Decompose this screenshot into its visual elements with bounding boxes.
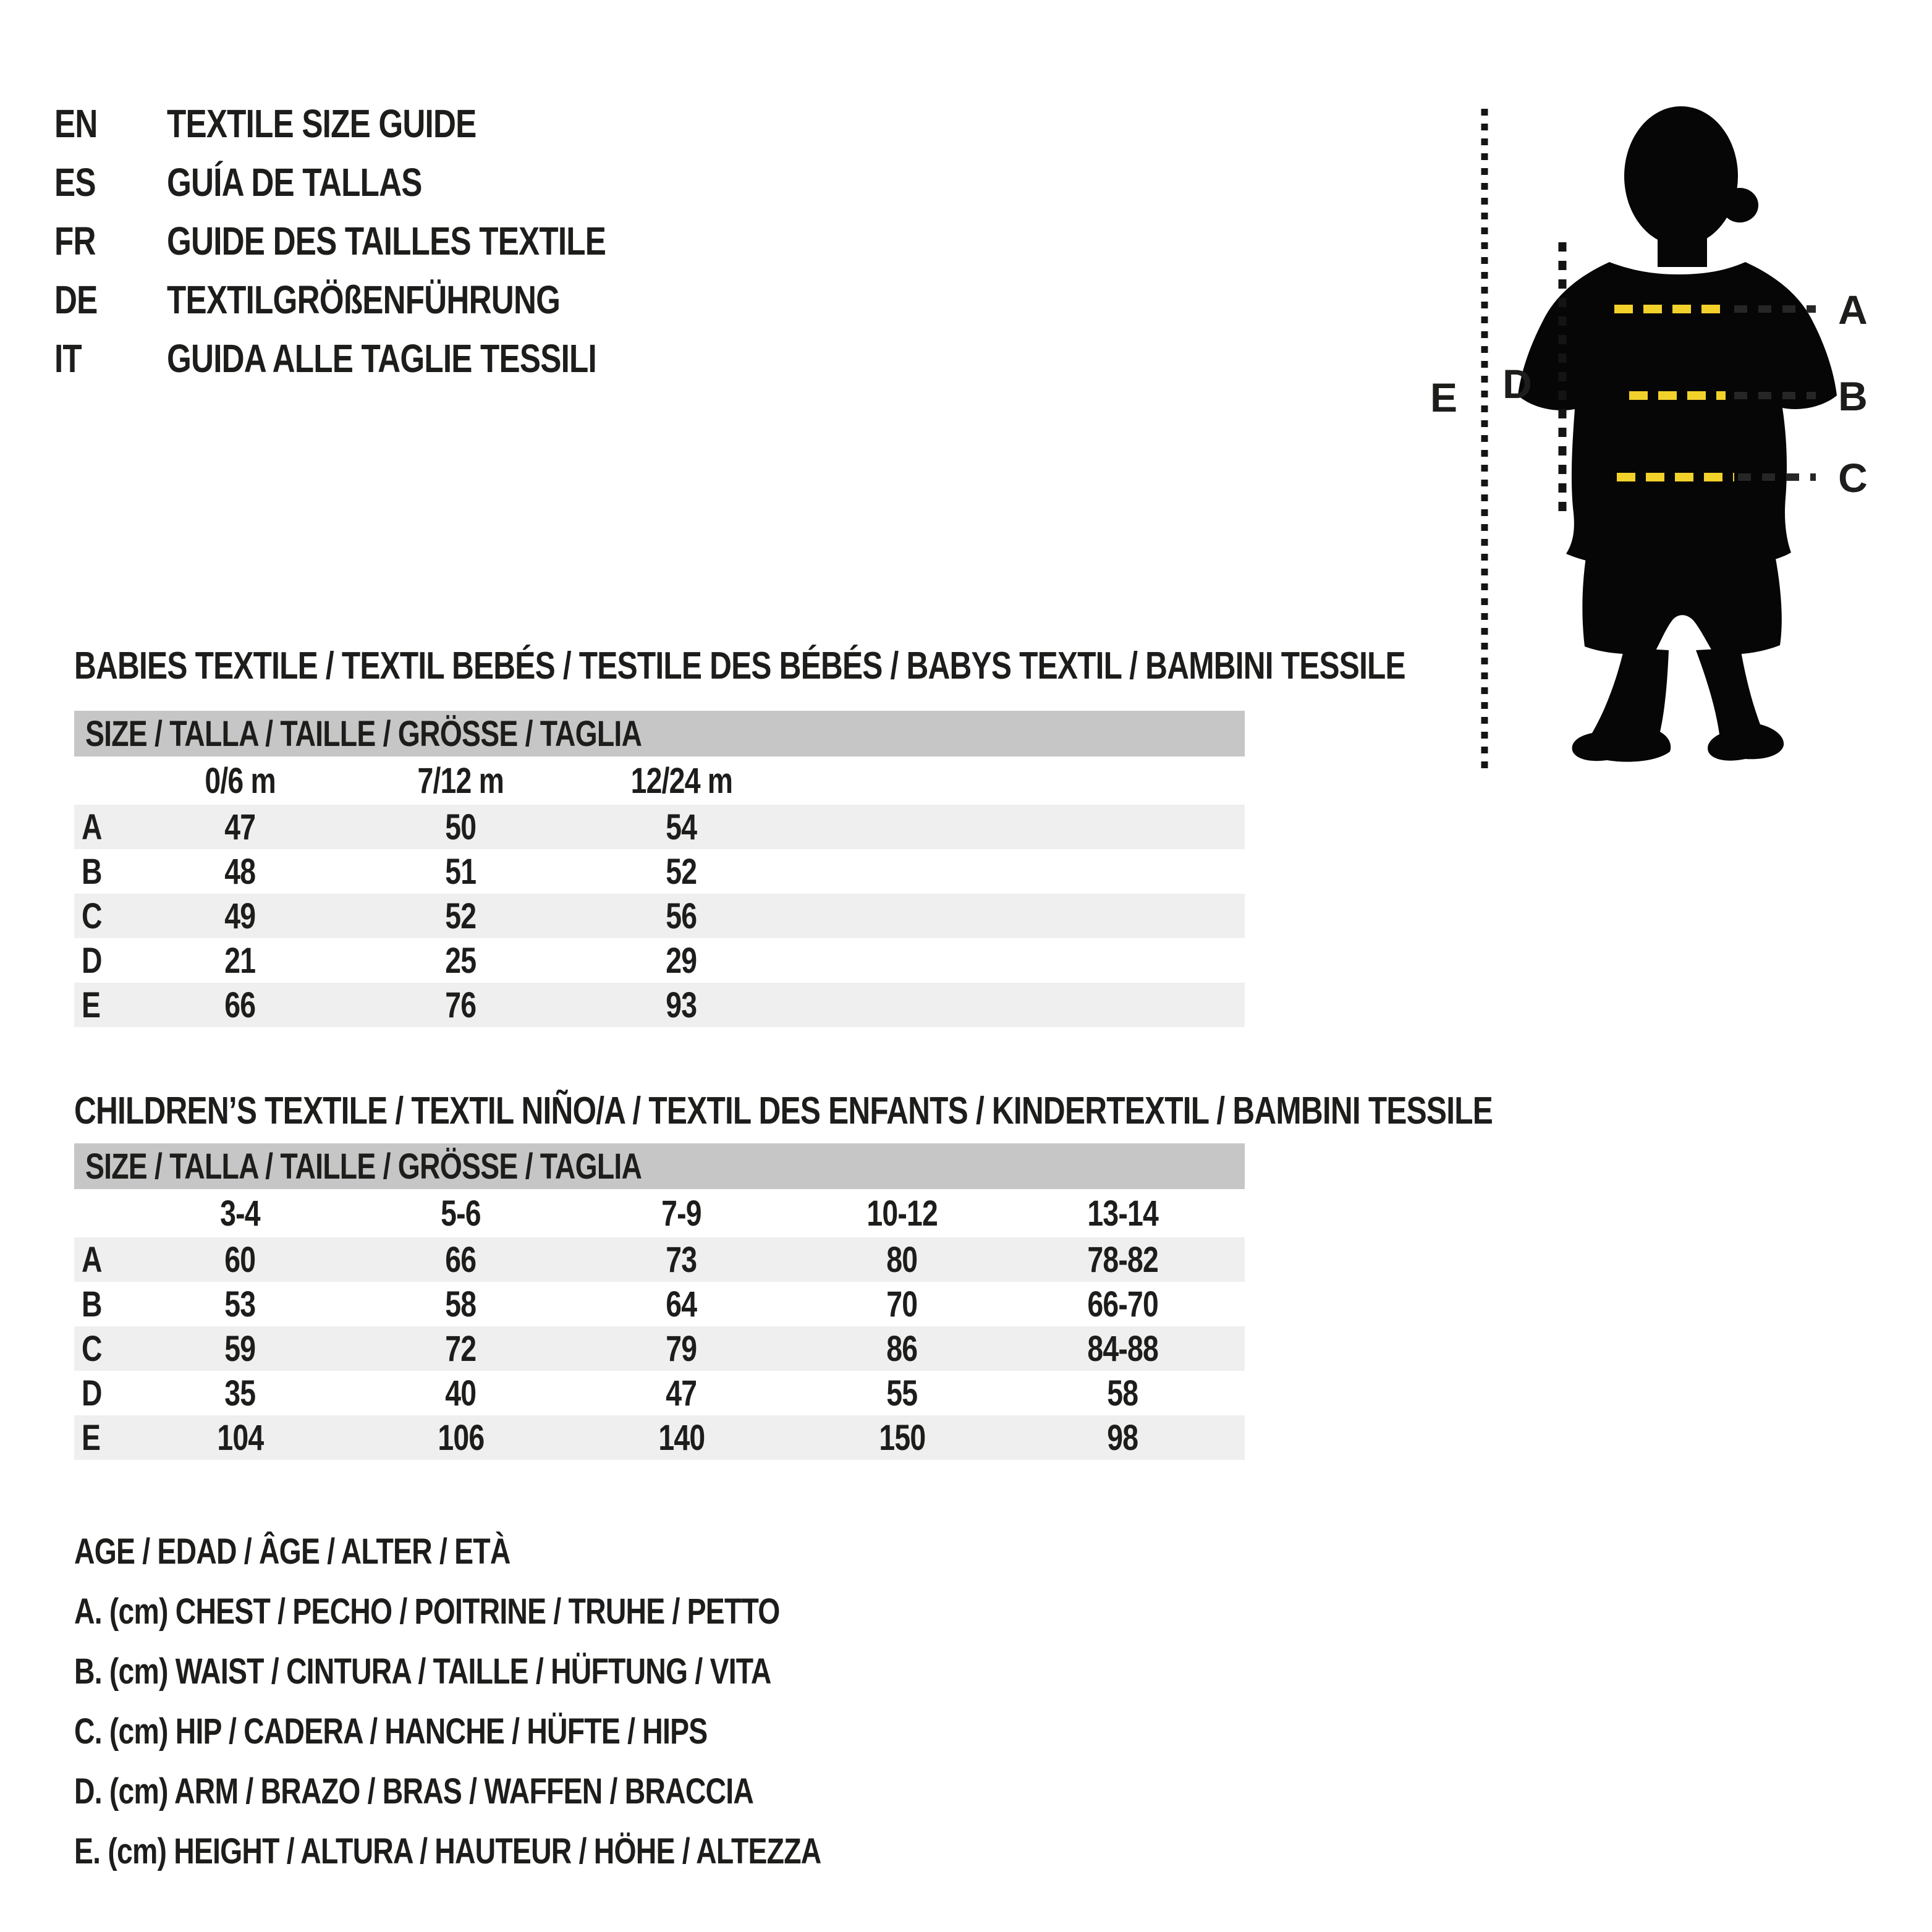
table-cell xyxy=(130,1415,350,1460)
row-label xyxy=(74,1326,130,1371)
column-header xyxy=(130,756,350,805)
cell-value: 76 xyxy=(445,985,477,1025)
legend-text: B. (cm) WAIST / CINTURA / TAILLE / HÜFTUNG / VITA xyxy=(74,1651,771,1692)
table-cell xyxy=(1012,1237,1233,1282)
cell-value: 98 xyxy=(1107,1417,1138,1458)
cell-value: 106 xyxy=(437,1417,485,1458)
cell-value: 29 xyxy=(666,940,697,981)
row-label-text: C xyxy=(82,896,102,936)
cell-value: 48 xyxy=(224,851,256,892)
table-cell xyxy=(571,938,792,983)
column-header xyxy=(130,1189,350,1237)
babies-size-table xyxy=(74,711,1245,1027)
table-cell xyxy=(130,1237,350,1282)
table-row xyxy=(74,1282,1245,1326)
cell-value: 86 xyxy=(886,1328,918,1369)
cell-value: 70 xyxy=(886,1284,918,1324)
table-cell xyxy=(130,849,350,894)
row-label-text: B xyxy=(82,851,102,892)
language-row xyxy=(54,270,716,329)
language-row xyxy=(54,211,716,270)
children-column-header-row xyxy=(74,1189,1245,1237)
table-cell xyxy=(571,1282,792,1326)
legend-line xyxy=(74,1701,1008,1761)
corner-cell xyxy=(74,756,130,805)
table-cell xyxy=(792,1326,1012,1371)
legend-line xyxy=(74,1522,1008,1582)
row-label-text: B xyxy=(82,1284,102,1324)
cell-value: 79 xyxy=(666,1328,697,1369)
legend-text: D. (cm) ARM / BRAZO / BRAS / WAFFEN / BRACCIA xyxy=(74,1771,754,1811)
table-cell xyxy=(571,983,792,1027)
children-section-heading xyxy=(74,1089,1847,1132)
table-cell xyxy=(792,1371,1012,1415)
babies-section-heading xyxy=(74,644,1738,687)
legend-line xyxy=(74,1821,1008,1881)
legend-text: A. (cm) CHEST / PECHO / POITRINE / TRUHE / PETTO xyxy=(74,1591,780,1632)
row-label-text: D xyxy=(82,940,102,981)
cell-value: 150 xyxy=(878,1417,926,1458)
column-header xyxy=(350,756,571,805)
table-cell xyxy=(130,983,350,1027)
column-header-text: 13-14 xyxy=(1087,1193,1158,1234)
table-row xyxy=(74,1415,1245,1460)
table-cell xyxy=(571,1415,792,1460)
cell-value: 53 xyxy=(224,1284,256,1324)
cell-value: 25 xyxy=(445,940,477,981)
column-header xyxy=(571,1189,792,1237)
row-label xyxy=(74,894,130,938)
language-title: GUIDE DES TAILLES TEXTILE xyxy=(167,218,606,263)
row-label-text: E xyxy=(82,1417,101,1458)
cell-value: 40 xyxy=(445,1373,477,1413)
children-size-header-bar xyxy=(74,1143,1245,1189)
cell-value: 84-88 xyxy=(1087,1328,1158,1369)
language-code: DE xyxy=(54,277,98,322)
row-label-text: A xyxy=(82,807,102,847)
legend-line xyxy=(74,1761,1008,1821)
table-cell xyxy=(792,1415,1012,1460)
table-cell xyxy=(350,849,571,894)
table-cell xyxy=(130,938,350,983)
cell-value: 49 xyxy=(224,896,256,936)
column-header-text: 0/6 m xyxy=(205,760,276,801)
table-row xyxy=(74,983,1245,1027)
cell-value: 140 xyxy=(658,1417,705,1458)
table-cell xyxy=(792,1282,1012,1326)
measurement-legend xyxy=(74,1522,1008,1881)
table-cell xyxy=(130,894,350,938)
cell-value: 80 xyxy=(886,1239,918,1280)
column-header xyxy=(571,756,792,805)
row-label-text: A xyxy=(82,1239,102,1280)
cell-value: 35 xyxy=(224,1373,256,1413)
language-code: IT xyxy=(54,336,82,381)
cell-value: 66-70 xyxy=(1087,1284,1158,1324)
corner-cell xyxy=(74,1189,130,1237)
table-cell xyxy=(350,1371,571,1415)
cell-value: 66 xyxy=(445,1239,477,1280)
row-label xyxy=(74,1415,130,1460)
table-cell xyxy=(350,983,571,1027)
language-code: ES xyxy=(54,159,96,205)
table-cell xyxy=(350,938,571,983)
cell-value: 47 xyxy=(666,1373,697,1413)
row-label xyxy=(74,849,130,894)
table-row xyxy=(74,938,1245,983)
column-header-text: 7/12 m xyxy=(417,760,504,801)
language-row xyxy=(54,329,716,388)
table-cell xyxy=(350,894,571,938)
language-title: TEXTILGRÖßENFÜHRUNG xyxy=(167,277,561,322)
table-cell xyxy=(350,805,571,849)
table-row xyxy=(74,849,1245,894)
figure-label-C: C xyxy=(1838,455,1868,501)
table-cell xyxy=(571,1326,792,1371)
table-cell xyxy=(1012,1371,1233,1415)
table-cell xyxy=(350,1415,571,1460)
table-cell xyxy=(130,1282,350,1326)
children-size-table xyxy=(74,1143,1245,1460)
table-cell xyxy=(1012,1415,1233,1460)
legend-text: E. (cm) HEIGHT / ALTURA / HAUTEUR / HÖHE / ALTEZZA xyxy=(74,1831,821,1871)
legend-line xyxy=(74,1582,1008,1642)
table-cell xyxy=(1012,1282,1233,1326)
babies-heading-text: BABIES TEXTILE / TEXTIL BEBÉS / TESTILE DES BÉBÉS / BABYS TEXTIL / BAMBINI TESSILE xyxy=(74,644,1405,687)
table-cell xyxy=(571,805,792,849)
column-header xyxy=(350,1189,571,1237)
cell-value: 55 xyxy=(886,1373,918,1413)
language-title-list xyxy=(54,94,716,388)
table-cell xyxy=(571,1371,792,1415)
row-label xyxy=(74,938,130,983)
language-code: EN xyxy=(54,101,98,146)
cell-value: 47 xyxy=(224,807,256,847)
cell-value: 64 xyxy=(666,1284,697,1324)
table-cell xyxy=(350,1282,571,1326)
table-cell xyxy=(130,1371,350,1415)
babies-size-header-bar xyxy=(74,711,1245,756)
column-header-text: 5-6 xyxy=(441,1193,481,1234)
cell-value: 58 xyxy=(1107,1373,1138,1413)
language-code: FR xyxy=(54,218,96,263)
cell-value: 21 xyxy=(224,940,256,981)
cell-value: 72 xyxy=(445,1328,477,1369)
cell-value: 93 xyxy=(666,985,697,1025)
babies-column-header-row xyxy=(74,756,1245,805)
row-label-text: D xyxy=(82,1373,102,1413)
row-label-text: C xyxy=(82,1328,102,1369)
language-title: GUÍA DE TALLAS xyxy=(167,159,422,205)
table-cell xyxy=(571,849,792,894)
cell-value: 50 xyxy=(445,807,477,847)
row-label xyxy=(74,1237,130,1282)
row-label xyxy=(74,1371,130,1415)
table-row xyxy=(74,894,1245,938)
cell-value: 52 xyxy=(445,896,477,936)
table-row xyxy=(74,1237,1245,1282)
table-cell xyxy=(130,805,350,849)
row-label xyxy=(74,805,130,849)
column-header-text: 10-12 xyxy=(866,1193,938,1234)
size-header-text: SIZE / TALLA / TAILLE / GRÖSSE / TAGLIA xyxy=(85,713,642,754)
column-header-text: 12/24 m xyxy=(630,760,732,801)
figure-label-A: A xyxy=(1838,287,1868,333)
legend-line xyxy=(74,1642,1008,1701)
table-row xyxy=(74,1326,1245,1371)
legend-text: C. (cm) HIP / CADERA / HANCHE / HÜFTE / HIPS xyxy=(74,1711,708,1752)
table-cell xyxy=(571,894,792,938)
cell-value: 78-82 xyxy=(1087,1239,1158,1280)
table-row xyxy=(74,1371,1245,1415)
column-header xyxy=(792,1189,1012,1237)
cell-value: 56 xyxy=(666,896,697,936)
row-label xyxy=(74,1282,130,1326)
cell-value: 59 xyxy=(224,1328,256,1369)
cell-value: 58 xyxy=(445,1284,477,1324)
language-row xyxy=(54,94,716,153)
figure-label-E: E xyxy=(1430,375,1458,420)
figure-label-B: B xyxy=(1838,373,1868,419)
column-header-text: 7-9 xyxy=(661,1193,701,1234)
column-header xyxy=(1012,1189,1233,1237)
cell-value: 60 xyxy=(224,1239,256,1280)
legend-text: AGE / EDAD / ÂGE / ALTER / ETÀ xyxy=(74,1532,511,1572)
size-header-text: SIZE / TALLA / TAILLE / GRÖSSE / TAGLIA xyxy=(85,1146,642,1187)
cell-value: 52 xyxy=(666,851,697,892)
column-header-text: 3-4 xyxy=(220,1193,260,1234)
table-row xyxy=(74,805,1245,849)
table-cell xyxy=(130,1326,350,1371)
table-cell xyxy=(1012,1326,1233,1371)
cell-value: 54 xyxy=(666,807,697,847)
figure-label-D: D xyxy=(1502,361,1532,407)
table-cell xyxy=(350,1237,571,1282)
table-cell xyxy=(792,1237,1012,1282)
language-title: TEXTILE SIZE GUIDE xyxy=(167,101,477,146)
table-cell xyxy=(350,1326,571,1371)
cell-value: 73 xyxy=(666,1239,697,1280)
table-cell xyxy=(571,1237,792,1282)
cell-value: 51 xyxy=(445,851,477,892)
language-title: GUIDA ALLE TAGLIE TESSILI xyxy=(167,336,596,381)
language-row xyxy=(54,153,716,211)
children-heading-text: CHILDREN’S TEXTILE / TEXTIL NIÑO/A / TEXTIL DES ENFANTS / KINDERTEXTIL / BAMBINI TESSILE xyxy=(74,1089,1493,1132)
cell-value: 104 xyxy=(216,1417,264,1458)
cell-value: 66 xyxy=(224,985,256,1025)
row-label xyxy=(74,983,130,1027)
row-label-text: E xyxy=(82,985,101,1025)
